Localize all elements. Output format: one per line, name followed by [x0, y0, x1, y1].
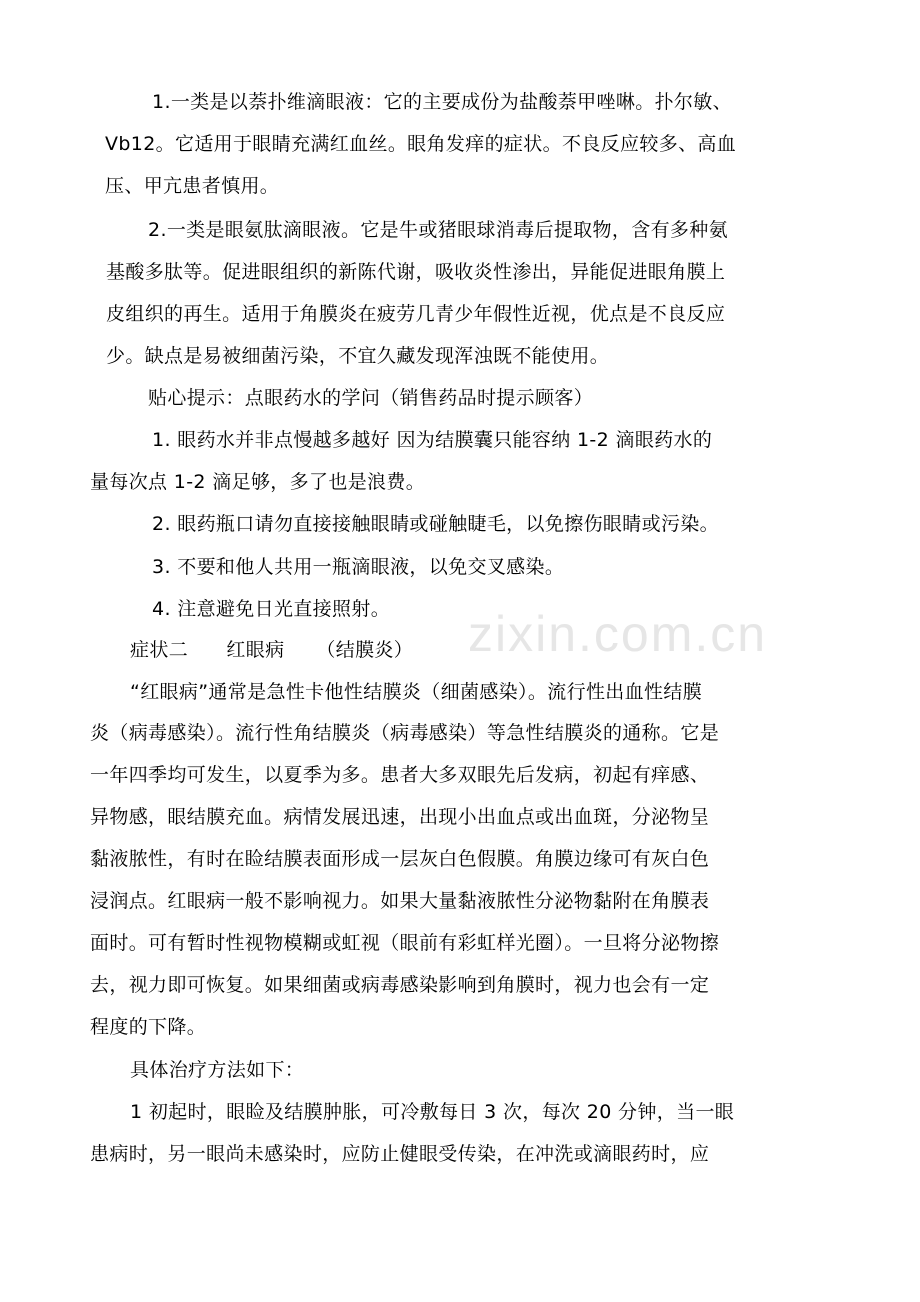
- tip-item: 3. 不要和他人共用一瓶滴眼液，以免交叉感染。: [152, 556, 565, 578]
- paragraph-line: “红眼病”通常是急性卡他性结膜炎（细菌感染）。流行性出血性结膜: [130, 681, 703, 703]
- paragraph-line: 面时。可有暂时性视物模糊或虹视（眼前有彩虹样光圈）。一旦将分泌物擦: [90, 932, 720, 954]
- paragraph-line: 程度的下降。: [90, 1016, 207, 1038]
- watermark: zixin.com.cn: [468, 606, 768, 662]
- paragraph-line: 浸润点。红眼病一般不影响视力。如果大量黏液脓性分泌物黏附在角膜表: [90, 890, 710, 912]
- paragraph-line: 压、甲亢患者慎用。: [105, 175, 280, 197]
- tip-item: 2. 眼药瓶口请勿直接接触眼睛或碰触睫毛，以免擦伤眼睛或污染。: [152, 513, 720, 535]
- paragraph-line: 炎（病毒感染）。流行性角结膜炎（病毒感染）等急性结膜炎的通称。它是: [90, 722, 720, 744]
- paragraph-line: 一年四季均可发生，以夏季为多。患者大多双眼先后发病，初起有痒感、: [90, 764, 710, 786]
- paragraph-line: 1.一类是以萘扑维滴眼液：它的主要成份为盐酸萘甲唑啉。扑尔敏、: [152, 91, 732, 113]
- paragraph-line: 1 初起时，眼睑及结膜肿胀，可冷敷每日 3 次，每次 20 分钟，当一眼: [130, 1101, 735, 1123]
- section-heading: 症状二 红眼病 （结膜炎）: [130, 639, 414, 661]
- paragraph-line: 2.一类是眼氨肽滴眼液。它是牛或猪眼球消毒后提取物，含有多种氨: [148, 219, 728, 241]
- tip-item: 4. 注意避免日光直接照射。: [152, 598, 391, 620]
- paragraph-line: 少。缺点是易被细菌污染，不宜久藏发现浑浊既不能使用。: [106, 345, 610, 367]
- paragraph-line: 皮组织的再生。适用于角膜炎在疲劳几青少年假性近视，优点是不良反应: [106, 303, 726, 325]
- paragraph-line: 异物感，眼结膜充血。病情发展迅速，出现小出血点或出血斑，分泌物呈: [90, 806, 710, 828]
- tip-heading: 贴心提示：点眼药水的学问（销售药品时提示顾客）: [148, 387, 594, 409]
- paragraph-line: 去，视力即可恢复。如果细菌或病毒感染影响到角膜时，视力也会有一定: [90, 974, 710, 996]
- paragraph-line: 黏液脓性，有时在睑结膜表面形成一层灰白色假膜。角膜边缘可有灰白色: [90, 848, 710, 870]
- paragraph-line: Vb12。它适用于眼睛充满红血丝。眼角发痒的症状。不良反应较多、高血: [105, 133, 737, 155]
- tip-item: 1. 眼药水并非点慢越多越好 因为结膜囊只能容纳 1-2 滴眼药水的: [152, 429, 713, 451]
- tip-item-continued: 量每次点 1-2 滴足够，多了也是浪费。: [90, 471, 426, 493]
- treatment-heading: 具体治疗方法如下：: [130, 1059, 305, 1081]
- paragraph-line: 患病时，另一眼尚未感染时，应防止健眼受传染，在冲洗或滴眼药时，应: [90, 1143, 710, 1165]
- paragraph-line: 基酸多肽等。促进眼组织的新陈代谢，吸收炎性渗出，异能促进眼角膜上: [106, 261, 726, 283]
